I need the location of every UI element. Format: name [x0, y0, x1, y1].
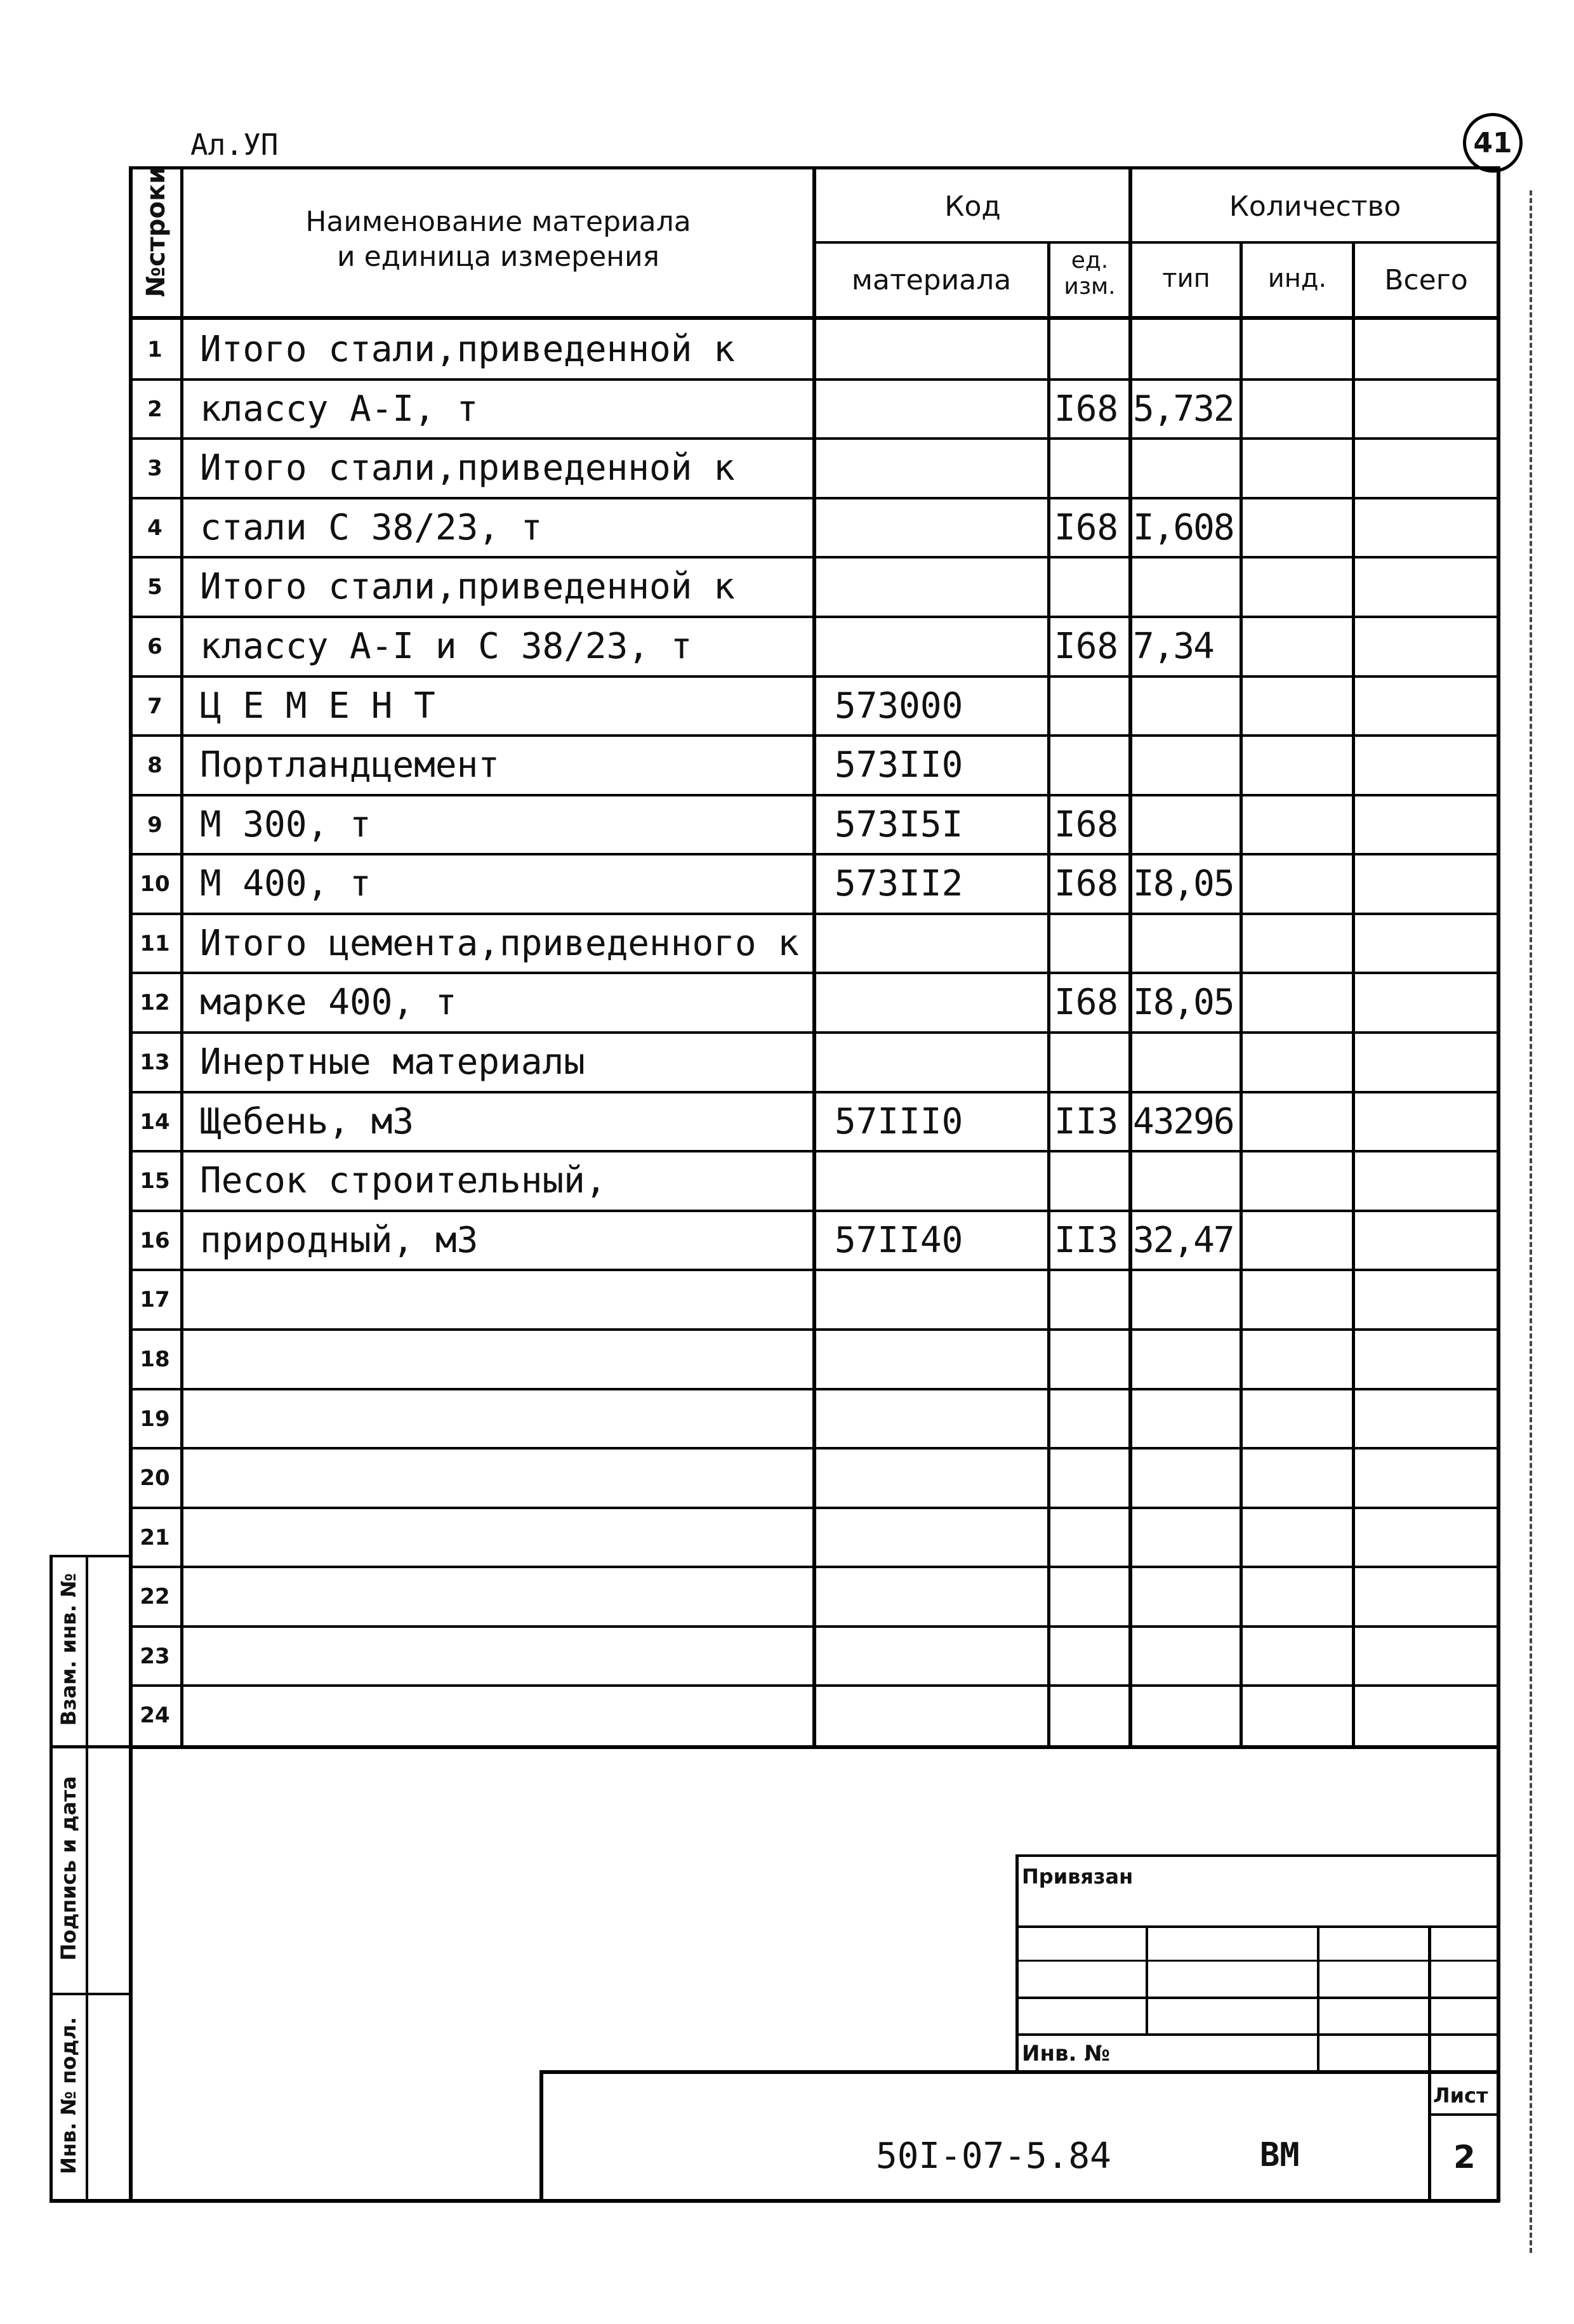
row-name: Итого стали,приведенной к [200, 329, 735, 370]
row-name: классу А-I и С 38/23, т [200, 626, 692, 667]
row-name: Итого стали,приведенной к [200, 447, 735, 489]
row-number: 20 [140, 1465, 170, 1491]
row-type: I8,05 [1133, 982, 1234, 1023]
row-number: 24 [140, 1703, 170, 1728]
row-type: 7,34 [1133, 626, 1214, 667]
table-row [129, 973, 1500, 1033]
row-code: 573000 [835, 685, 963, 727]
row-name: Щебень, м3 [200, 1101, 414, 1142]
row-number: 9 [147, 812, 162, 838]
header-material: материала [851, 264, 1012, 296]
row-number: 13 [140, 1050, 170, 1075]
row-type: 32,47 [1133, 1220, 1234, 1261]
row-unit: I68 [1054, 804, 1119, 845]
header-code: Код [944, 190, 1001, 223]
table-row [129, 320, 1500, 380]
table-row [129, 1092, 1500, 1152]
row-name: природный, м3 [200, 1220, 479, 1261]
row-name: стали С 38/23, т [200, 507, 543, 548]
row-name: М 400, т [200, 863, 371, 904]
header-row-no: №строки [142, 166, 171, 298]
row-code: 573II0 [835, 744, 963, 786]
stamp-sheet-label: Лист [1433, 2083, 1488, 2108]
table-row [129, 1033, 1500, 1092]
header-total: Всего [1384, 264, 1468, 296]
row-number: 3 [147, 456, 162, 481]
row-unit: I68 [1054, 388, 1119, 430]
row-code: 573II2 [835, 863, 963, 904]
row-unit: I68 [1054, 507, 1119, 548]
row-number: 1 [147, 337, 162, 362]
row-type: 5,732 [1133, 388, 1234, 430]
table-row [129, 736, 1500, 795]
table-row [129, 1567, 1500, 1627]
row-number: 18 [140, 1347, 170, 1372]
row-number: 6 [147, 634, 162, 659]
side-label-vzam: Взам. инв. № [56, 1573, 81, 1726]
row-number: 2 [147, 397, 162, 422]
stamp-inv-no: Инв. № [1022, 2041, 1111, 2066]
row-number: 16 [140, 1228, 170, 1253]
stamp-privyazan: Привязан [1022, 1865, 1134, 1889]
header-type: тип [1162, 264, 1210, 293]
row-code: 57II40 [835, 1220, 963, 1261]
table-row [129, 380, 1500, 439]
table-row [129, 677, 1500, 736]
row-name: Ц Е М Е Н Т [200, 685, 435, 727]
row-number: 14 [140, 1109, 170, 1135]
table-row [129, 795, 1500, 855]
table-row [129, 1270, 1500, 1330]
table-row [129, 1686, 1500, 1745]
stamp-designation: 50I-07-5.84 [876, 2136, 1111, 2177]
header-quantity: Количество [1229, 190, 1401, 223]
row-unit: I68 [1054, 863, 1119, 904]
row-unit: II3 [1054, 1220, 1119, 1261]
table-row [129, 498, 1500, 558]
sheet-ref: Ал.УП [190, 128, 279, 162]
table-row [129, 557, 1500, 617]
row-name: классу А-I, т [200, 388, 479, 430]
row-number: 19 [140, 1406, 170, 1432]
side-label-podpis: Подпись и дата [56, 1776, 81, 1961]
row-number: 8 [147, 753, 162, 778]
header-unit: ед. изм. [1064, 248, 1116, 300]
page-number: 41 [1473, 126, 1512, 159]
row-name: Портландцемент [200, 744, 500, 786]
row-number: 10 [140, 871, 170, 897]
row-number: 4 [147, 515, 162, 541]
row-number: 5 [147, 574, 162, 600]
table-row [129, 1330, 1500, 1389]
row-type: I8,05 [1133, 863, 1234, 904]
table-row [129, 1389, 1500, 1449]
table-row [129, 1627, 1500, 1686]
table-row [129, 854, 1500, 914]
row-name: Итого стали,приведенной к [200, 566, 735, 607]
table-row [129, 914, 1500, 974]
row-code: 57III0 [835, 1101, 963, 1142]
row-number: 11 [140, 931, 170, 956]
row-name: марке 400, т [200, 982, 457, 1023]
row-type: 43296 [1133, 1101, 1234, 1142]
row-type: I,608 [1133, 507, 1234, 548]
table-row [129, 617, 1500, 677]
row-number: 17 [140, 1287, 170, 1312]
row-unit: I68 [1054, 982, 1119, 1023]
row-unit: I68 [1054, 626, 1119, 667]
binding-edge-line [1530, 190, 1532, 2253]
row-code: 573I5I [835, 804, 963, 845]
row-name: Песок строительный, [200, 1160, 607, 1201]
table-row [129, 1211, 1500, 1271]
row-number: 23 [140, 1644, 170, 1669]
stamp-doc-code: ВМ [1260, 2136, 1300, 2174]
row-number: 15 [140, 1168, 170, 1194]
table-row [129, 1448, 1500, 1508]
row-number: 21 [140, 1525, 170, 1550]
row-number: 12 [140, 990, 170, 1015]
row-number: 7 [147, 694, 162, 719]
row-name: Итого цемента,приведенного к [200, 923, 800, 964]
table-row [129, 439, 1500, 498]
table-row [129, 1151, 1500, 1211]
page-number-circle [1463, 113, 1523, 173]
header-ind: инд. [1267, 264, 1327, 293]
row-number: 22 [140, 1584, 170, 1609]
stamp-sheet-no: 2 [1453, 2139, 1476, 2175]
header-name: Наименование материала и единица измерения [305, 206, 691, 273]
side-label-inv-podl: Инв. № подл. [56, 2017, 81, 2174]
table-row [129, 1508, 1500, 1568]
row-unit: II3 [1054, 1101, 1119, 1142]
row-name: Инертные материалы [200, 1041, 585, 1083]
row-name: М 300, т [200, 804, 371, 845]
